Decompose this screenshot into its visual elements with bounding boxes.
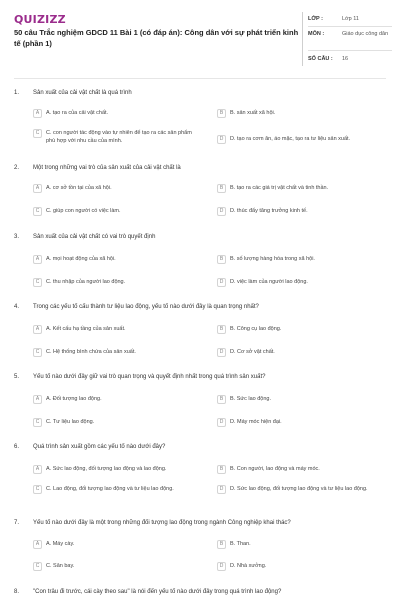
option-text: D. thúc đẩy tăng trưởng kinh tế.	[230, 208, 308, 214]
option-letter-box: B	[217, 184, 226, 193]
option-letter-box: B	[217, 255, 226, 264]
option-letter-box: B	[217, 465, 226, 474]
option-text: D. việc làm của người lao động.	[230, 279, 308, 285]
option-letter-box: B	[217, 325, 226, 334]
option-text: D. Sức lao động, đối tượng lao động và tư liệu lao động.	[230, 486, 368, 492]
option-letter-box: C	[33, 485, 42, 494]
question-text: Trong các yếu tố cấu thành tư liệu lao động, yếu tố nào dưới đây là quan trọng nhất?	[33, 304, 259, 310]
option-text: A. tạo ra của cải vật chất.	[46, 110, 109, 116]
option-letter-box: D	[217, 562, 226, 571]
option-text: C. Hệ thống bình chứa của sản xuất.	[46, 349, 136, 355]
question-text: Sản xuất của cải vật chất có vai trò quyết định	[33, 234, 156, 240]
option-letter-box: B	[217, 540, 226, 549]
option-letter-box: D	[217, 485, 226, 494]
question-text: Yếu tố nào dưới đây là một trong những đối tượng lao động trong ngành Công nghiệp khai thác?	[33, 520, 291, 526]
question-number: 7.	[14, 520, 20, 526]
option-text: A. Máy cày.	[46, 541, 75, 547]
question-number: 2.	[14, 165, 20, 171]
option-letter-box: B	[217, 109, 226, 118]
question-number: 4.	[14, 304, 20, 310]
option-letter-box: B	[217, 395, 226, 404]
option-letter-box: C	[33, 348, 42, 357]
subject-value: Giáo dục công dân	[342, 31, 389, 37]
grade-label: LỚP :	[308, 16, 323, 22]
worksheet-header	[0, 0, 400, 74]
option-text: C. Lao động, đối tượng lao động và tư liệu lao động.	[46, 486, 174, 492]
quizizz-logo: QUIZIZZ	[14, 13, 66, 26]
option-text: C. Sân bay.	[46, 563, 75, 569]
option-text: C. thu nhập của người lao động.	[46, 279, 126, 285]
question-number: 5.	[14, 374, 20, 380]
header-divider	[14, 78, 386, 79]
option-text: C. Tư liệu lao động.	[46, 419, 95, 425]
option-text: A. cơ sở tồn tại của xã hội.	[46, 185, 112, 191]
option-letter-box: A	[33, 540, 42, 549]
option-text: B. sản xuất xã hội.	[230, 110, 276, 116]
option-text: B. Con người, lao động và máy móc.	[230, 466, 320, 472]
option-text: A. Đối tượng lao động.	[46, 396, 102, 402]
worksheet-title: 50 câu Trắc nghiệm GDCD 11 Bài 1 (có đáp án): Công dân với sự phát triển kinh tế (phần 1)	[14, 28, 299, 48]
option-letter-box: A	[33, 109, 42, 118]
option-text: A. Kết cấu hạ tầng của sản xuất.	[46, 326, 126, 332]
question-text: Sản xuất của cải vật chất là quá trình	[33, 90, 132, 96]
option-text: A. Sức lao động, đối tượng lao động và lao động.	[46, 466, 167, 472]
option-letter-box: C	[33, 562, 42, 571]
option-text: B. Công cụ lao động.	[230, 326, 282, 332]
option-letter-box: A	[33, 325, 42, 334]
option-letter-box: D	[217, 278, 226, 287]
question-text: Quá trình sản xuất gồm các yếu tố nào dưới đây?	[33, 444, 166, 450]
option-text: B. Sức lao động.	[230, 396, 271, 402]
option-letter-box: C	[33, 278, 42, 287]
option-letter-box: C	[33, 418, 42, 427]
option-text: B. số lượng hàng hóa trong xã hội.	[230, 256, 315, 262]
option-text: A. mọi hoạt động của xã hội.	[46, 256, 116, 262]
option-text: C. con người tác động vào tự nhiên để tạo ra các sản phẩm phù hợp với nhu cầu của mình.	[46, 130, 192, 144]
option-text: D. tạo ra cơm ăn, áo mặc, tạo ra tư liệu sản xuất.	[230, 136, 351, 142]
count-value: 16	[342, 56, 349, 62]
option-letter-box: D	[217, 135, 226, 144]
option-text: B. Than.	[230, 541, 251, 547]
question-text: Một trong những vai trò của sản xuất của cải vật chất là	[33, 165, 181, 171]
count-label: SỐ CÂU :	[308, 56, 333, 62]
option-text: C. giúp con người có việc làm.	[46, 208, 121, 214]
question-text: "Con trâu đi trước, cái cày theo sau" là nói đến yếu tố nào dưới đây trong quá trình lao động?	[33, 589, 282, 595]
question-number: 8.	[14, 589, 20, 595]
option-letter-box: D	[217, 348, 226, 357]
option-text: D. Nhà xưởng.	[230, 563, 267, 569]
option-letter-box: C	[33, 207, 42, 216]
question-text: Yếu tố nào dưới đây giữ vai trò quan trọng và quyết định nhất trong quá trình sản xuất?	[33, 374, 266, 380]
meta-line	[308, 50, 392, 51]
question-number: 1.	[14, 90, 20, 96]
option-letter-box: A	[33, 255, 42, 264]
question-number: 3.	[14, 234, 20, 240]
meta-line	[308, 26, 392, 27]
option-letter-box: D	[217, 207, 226, 216]
option-text: D. Máy móc hiện đại.	[230, 419, 282, 425]
grade-value: Lớp 11	[342, 16, 359, 22]
option-letter-box: C	[33, 129, 42, 138]
option-letter-box: A	[33, 465, 42, 474]
option-letter-box: D	[217, 418, 226, 427]
question-number: 6.	[14, 444, 20, 450]
option-letter-box: A	[33, 184, 42, 193]
option-text: D. Cơ sở vật chất.	[230, 349, 275, 355]
option-letter-box: A	[33, 395, 42, 404]
option-text: B. tạo ra các giá trị vật chất và tinh thần.	[230, 185, 329, 191]
meta-divider	[302, 12, 303, 66]
subject-label: MÔN :	[308, 31, 325, 37]
